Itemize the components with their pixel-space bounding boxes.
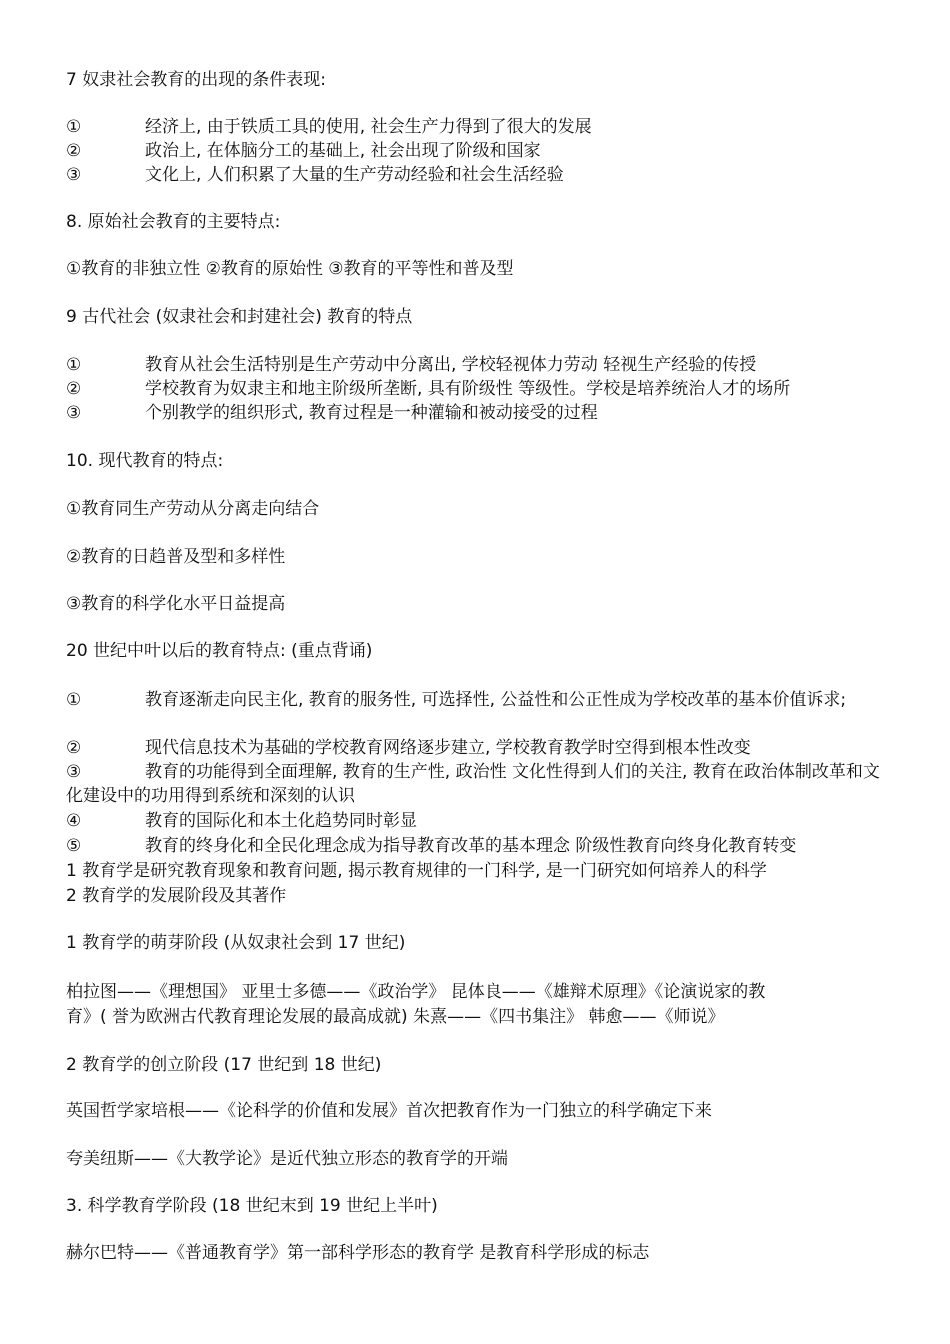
- list-item: [66, 834, 886, 858]
- list-item: [66, 736, 886, 760]
- list-item: [66, 401, 886, 425]
- list-text: 教育逐渐走向民主化, 教育的服务性, 可选择性, 公益性和公正性成为学校改革的基本价值诉求;: [145, 690, 847, 710]
- list-item: [66, 688, 886, 712]
- section-7-heading: 7 奴隶社会教育的出现的条件表现:: [66, 70, 326, 90]
- list-item: [66, 353, 886, 377]
- list-number: ②: [66, 141, 82, 161]
- list-text: 现代信息技术为基础的学校教育网络逐步建立, 学校教育教学时空得到根本性改变: [145, 738, 751, 758]
- list-item: [66, 760, 886, 808]
- list-text: 学校教育为奴隶主和地主阶级所垄断, 具有阶级性 等级性。学校是培养统治人才的场所: [145, 379, 791, 399]
- list-text: 个别教学的组织形式, 教育过程是一种灌输和被动接受的过程: [145, 403, 598, 423]
- section-10-point: ①教育同生产劳动从分离走向结合: [66, 499, 320, 519]
- stage-3-title: 3. 科学教育学阶段 (18 世纪末到 19 世纪上半叶): [66, 1196, 438, 1216]
- list-number: ③: [66, 165, 82, 185]
- section-20c-heading: 20 世纪中叶以后的教育特点: (重点背诵): [66, 641, 373, 661]
- list-item: [66, 163, 886, 187]
- list-text: 经济上, 由于铁质工具的使用, 社会生产力得到了很大的发展: [145, 117, 592, 137]
- list-text: 教育的国际化和本土化趋势同时彰显: [145, 811, 417, 831]
- list-number: ②: [66, 738, 82, 758]
- list-text: 文化上, 人们积累了大量的生产劳动经验和社会生活经验: [145, 165, 564, 185]
- list-number: ③: [66, 762, 82, 782]
- list-item: [66, 139, 886, 163]
- list-text: 政治上, 在体脑分工的基础上, 社会出现了阶级和国家: [145, 141, 541, 161]
- stage-1-line: 柏拉图——《理想国》 亚里士多德——《政治学》 昆体良——《雄辩术原理》《论演说家的教: [66, 982, 766, 1002]
- section-10-point: ③教育的科学化水平日益提高: [66, 594, 286, 614]
- list-number: ②: [66, 379, 82, 399]
- pedagogy-stages-title: 2 教育学的发展阶段及其著作: [66, 886, 287, 906]
- list-item: [66, 377, 886, 401]
- stage-1-line: 育》( 誉为欧洲古代教育理论发展的最高成就) 朱熹——《四书集注》 韩愈——《师说》: [66, 1007, 725, 1027]
- stage-1-title: 1 教育学的萌芽阶段 (从奴隶社会到 17 世纪): [66, 933, 406, 953]
- stage-2-line: 夸美纽斯——《大教学论》是近代独立形态的教育学的开端: [66, 1149, 508, 1169]
- section-10-heading: 10. 现代教育的特点:: [66, 451, 224, 471]
- list-number: ④: [66, 811, 82, 831]
- list-text: 教育的终身化和全民化理念成为指导教育改革的基本理念 阶级性教育向终身化教育转变: [145, 836, 797, 856]
- list-number: ①: [66, 355, 82, 375]
- list-number: ①: [66, 117, 82, 137]
- list-number: ①: [66, 690, 82, 710]
- list-number: ⑤: [66, 836, 82, 856]
- list-text: 教育从社会生活特别是生产劳动中分离出, 学校轻视体力劳动 轻视生产经验的传授: [145, 355, 757, 375]
- list-item: [66, 115, 886, 139]
- section-8-heading: 8. 原始社会教育的主要特点:: [66, 212, 281, 232]
- stage-2-line: 英国哲学家培根——《论科学的价值和发展》首次把教育作为一门独立的科学确定下来: [66, 1101, 712, 1121]
- list-item: [66, 809, 886, 833]
- stage-2-title: 2 教育学的创立阶段 (17 世纪到 18 世纪): [66, 1055, 382, 1075]
- list-number: ③: [66, 403, 82, 423]
- section-8-points: ①教育的非独立性 ②教育的原始性 ③教育的平等性和普及型: [66, 259, 514, 279]
- stage-3-line: 赫尔巴特——《普通教育学》第一部科学形态的教育学 是教育科学形成的标志: [66, 1243, 650, 1263]
- section-9-heading: 9 古代社会 (奴隶社会和封建社会) 教育的特点: [66, 307, 413, 327]
- pedagogy-definition: 1 教育学是研究教育现象和教育问题, 揭示教育规律的一门科学, 是一门研究如何培养人的科学: [66, 861, 767, 881]
- section-10-point: ②教育的日趋普及型和多样性: [66, 547, 286, 567]
- list-text: 教育的功能得到全面理解, 教育的生产性, 政治性 文化性得到人们的关注, 教育在政治体制改革和文化建设中的功用得到系统和深刻的认识: [66, 762, 880, 806]
